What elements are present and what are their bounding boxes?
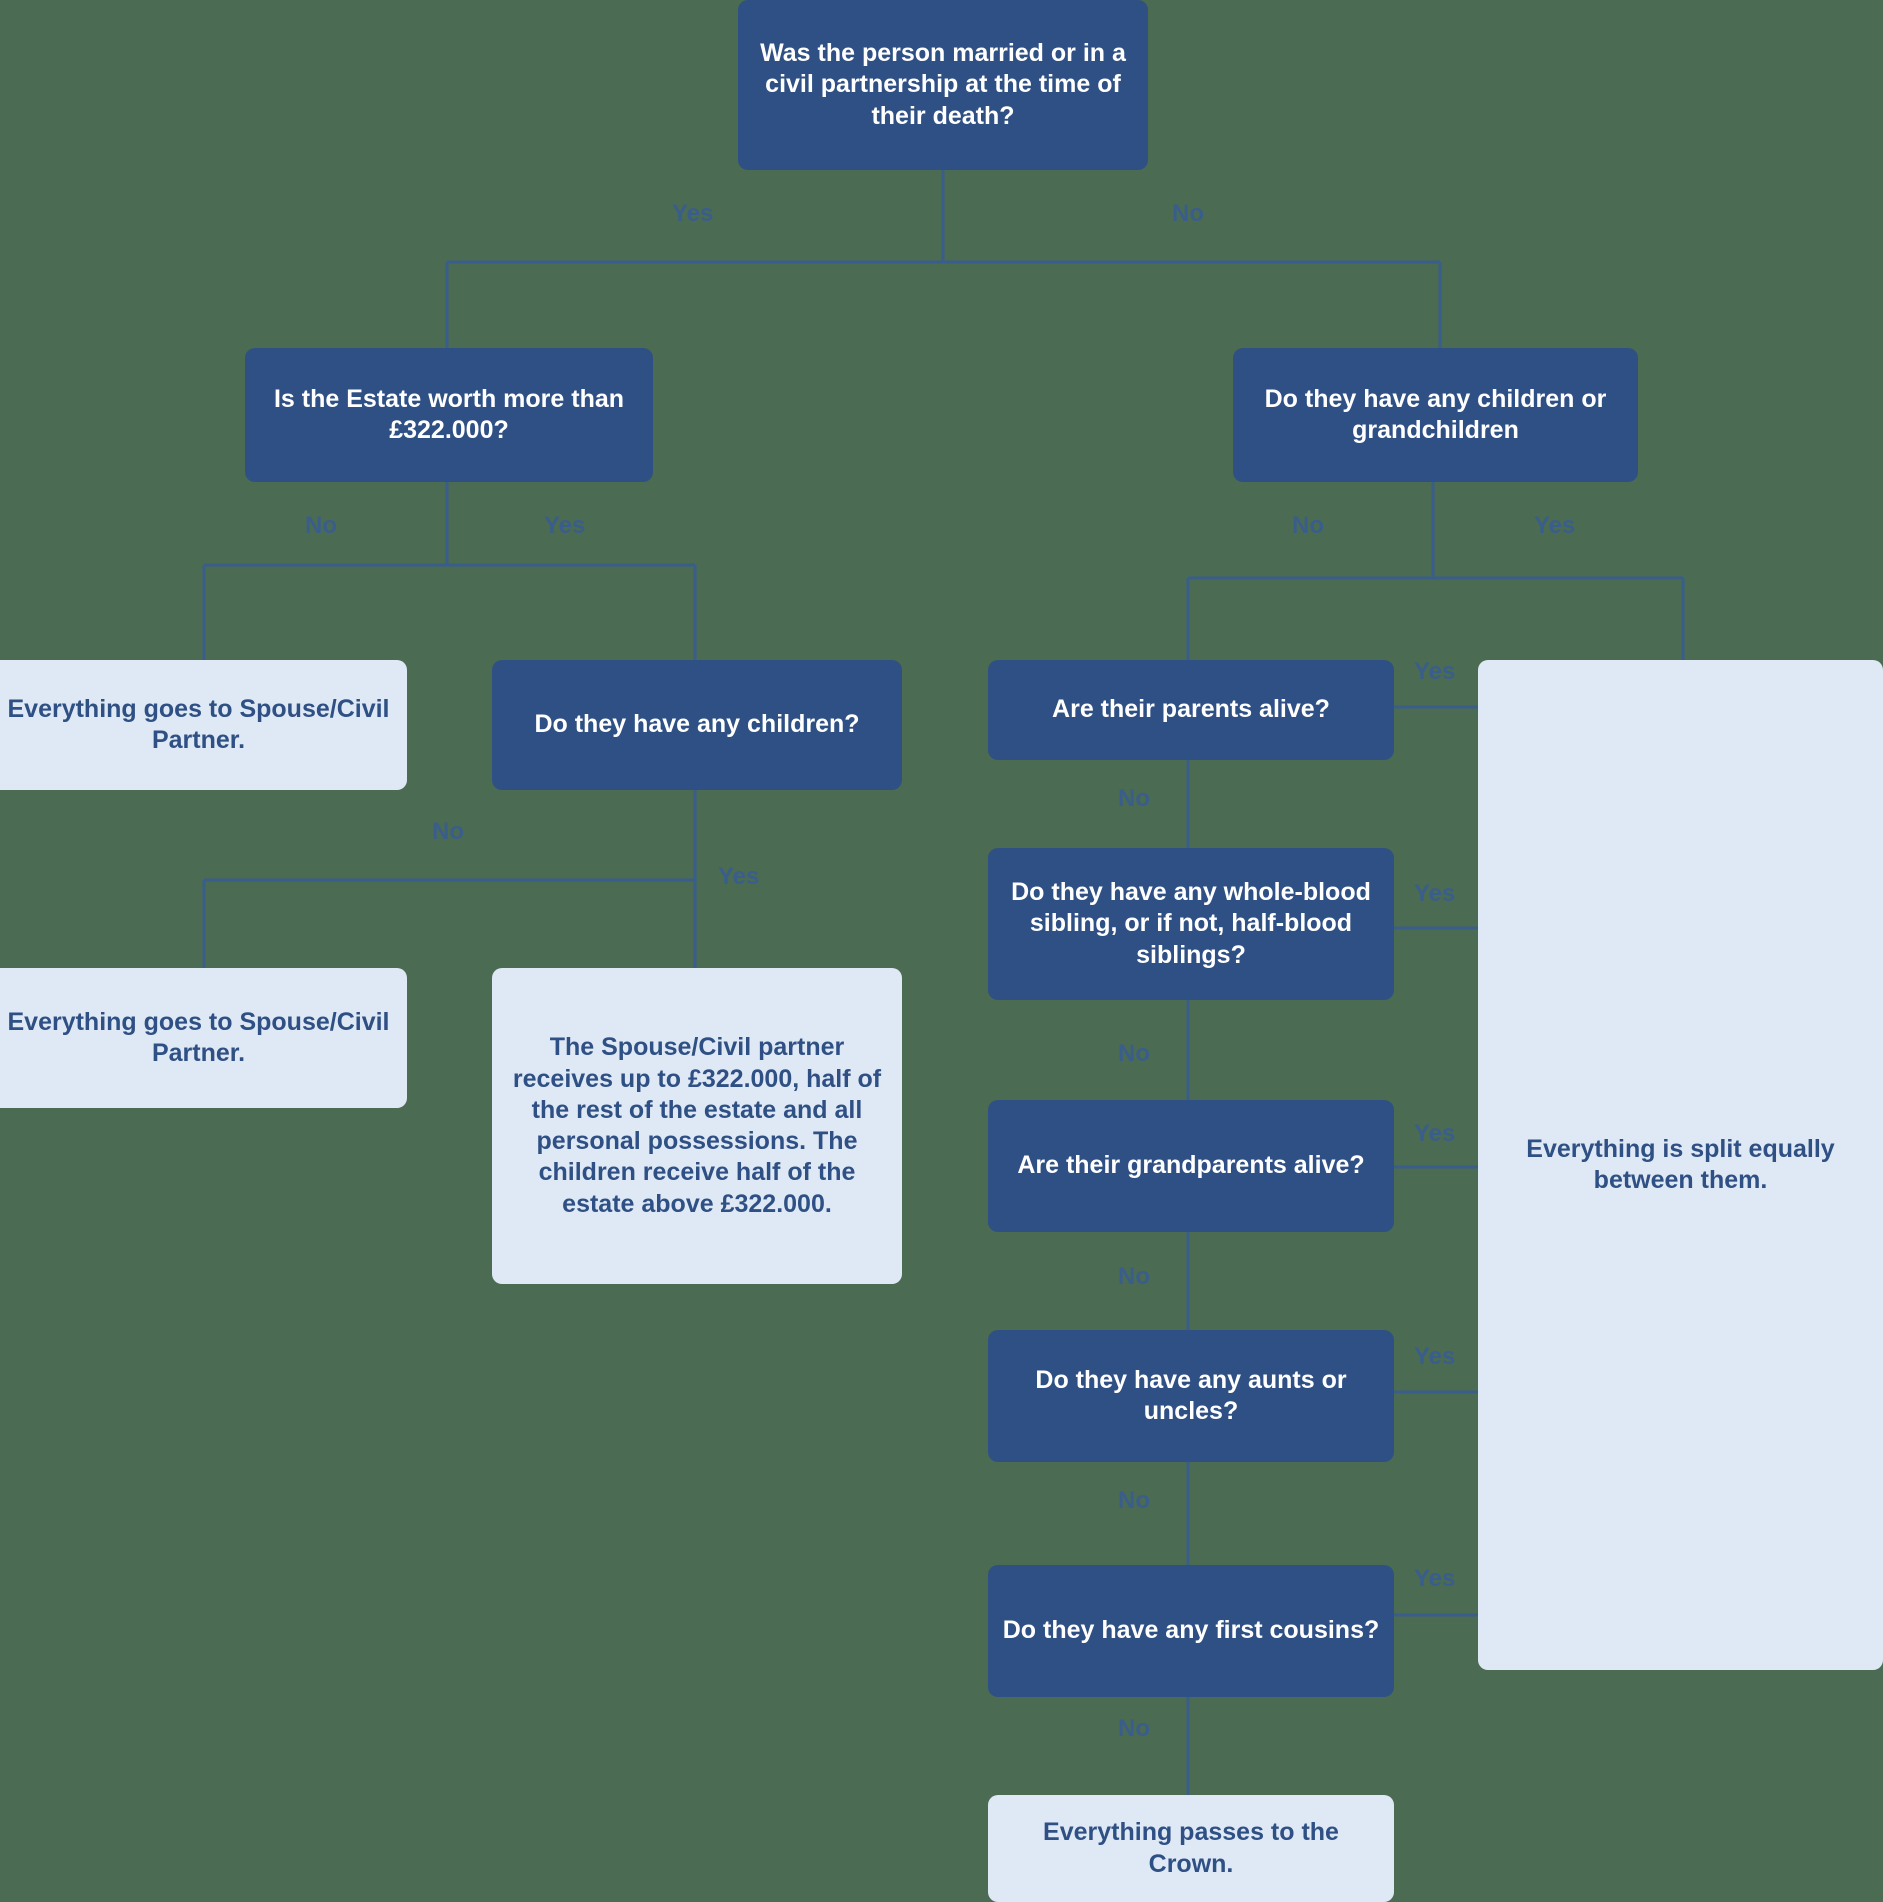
node-root-married[interactable] <box>738 0 1148 170</box>
edge-label-parents-no: No <box>1118 785 1150 812</box>
edge-label-aunts-no: No <box>1118 1487 1150 1514</box>
node-spouse-all-1[interactable] <box>0 660 407 790</box>
node-label: The Spouse/Civil partner receives up to £322.000, half of the rest of the estate and all personal possessions. The children receive half of the estate above £322.000. <box>512 1033 882 1218</box>
node-label: Do they have any first cousins? <box>1002 1616 1380 1645</box>
edge-label-aunts-yes: Yes <box>1414 1343 1456 1370</box>
node-spouse-all-2[interactable] <box>0 968 407 1108</box>
node-any-children[interactable] <box>492 660 902 790</box>
node-siblings[interactable] <box>988 848 1394 1000</box>
edge-label-siblings-yes: Yes <box>1414 880 1456 907</box>
node-parents-alive[interactable] <box>988 660 1394 760</box>
node-split-equally[interactable] <box>1478 660 1883 1670</box>
node-label: Do they have any children or grandchildren <box>1264 384 1607 444</box>
edge-label-root-no: No <box>1172 200 1204 227</box>
edge-label-parents-yes: Yes <box>1414 658 1456 685</box>
edge-label-siblings-no: No <box>1118 1040 1150 1067</box>
node-label: Everything passes to the Crown. <box>1043 1818 1339 1878</box>
edge-label-grandparents-no: No <box>1118 1263 1150 1290</box>
node-aunts-uncles[interactable] <box>988 1330 1394 1462</box>
node-label: Everything goes to Spouse/Civil Partner. <box>7 1007 390 1067</box>
node-estate-value[interactable] <box>245 348 653 482</box>
edge-label-estate-no: No <box>305 512 337 539</box>
node-children-or-grandchildren[interactable] <box>1233 348 1638 482</box>
node-label: Do they have any whole-blood sibling, or if not, half-blood siblings? <box>1011 878 1371 969</box>
node-label: Do they have any children? <box>534 710 860 739</box>
edge-label-root-yes: Yes <box>672 200 714 227</box>
edge-label-cg-no: No <box>1292 512 1324 539</box>
edge-label-children-yes: Yes <box>718 863 760 890</box>
node-grandparents-alive[interactable] <box>988 1100 1394 1232</box>
node-label: Everything goes to Spouse/Civil Partner. <box>7 694 390 754</box>
node-label: Do they have any aunts or uncles? <box>1035 1365 1347 1425</box>
node-label: Is the Estate worth more than £322.000? <box>273 384 625 444</box>
edge-label-children-no: No <box>432 818 464 845</box>
edge-label-cousins-no: No <box>1118 1715 1150 1742</box>
node-label: Everything is split equally between them. <box>1526 1134 1835 1194</box>
node-label: Was the person married or in a civil partnership at the time of their death? <box>760 39 1126 130</box>
node-crown[interactable] <box>988 1795 1394 1902</box>
node-spouse-and-children[interactable] <box>492 968 902 1284</box>
node-label: Are their grandparents alive? <box>1017 1151 1365 1180</box>
edge-label-cousins-yes: Yes <box>1414 1565 1456 1592</box>
edge-label-cg-yes: Yes <box>1534 512 1576 539</box>
edge-label-estate-yes: Yes <box>544 512 586 539</box>
node-label: Are their parents alive? <box>1052 695 1330 724</box>
edge-label-grandparents-yes: Yes <box>1414 1120 1456 1147</box>
node-first-cousins[interactable] <box>988 1565 1394 1697</box>
